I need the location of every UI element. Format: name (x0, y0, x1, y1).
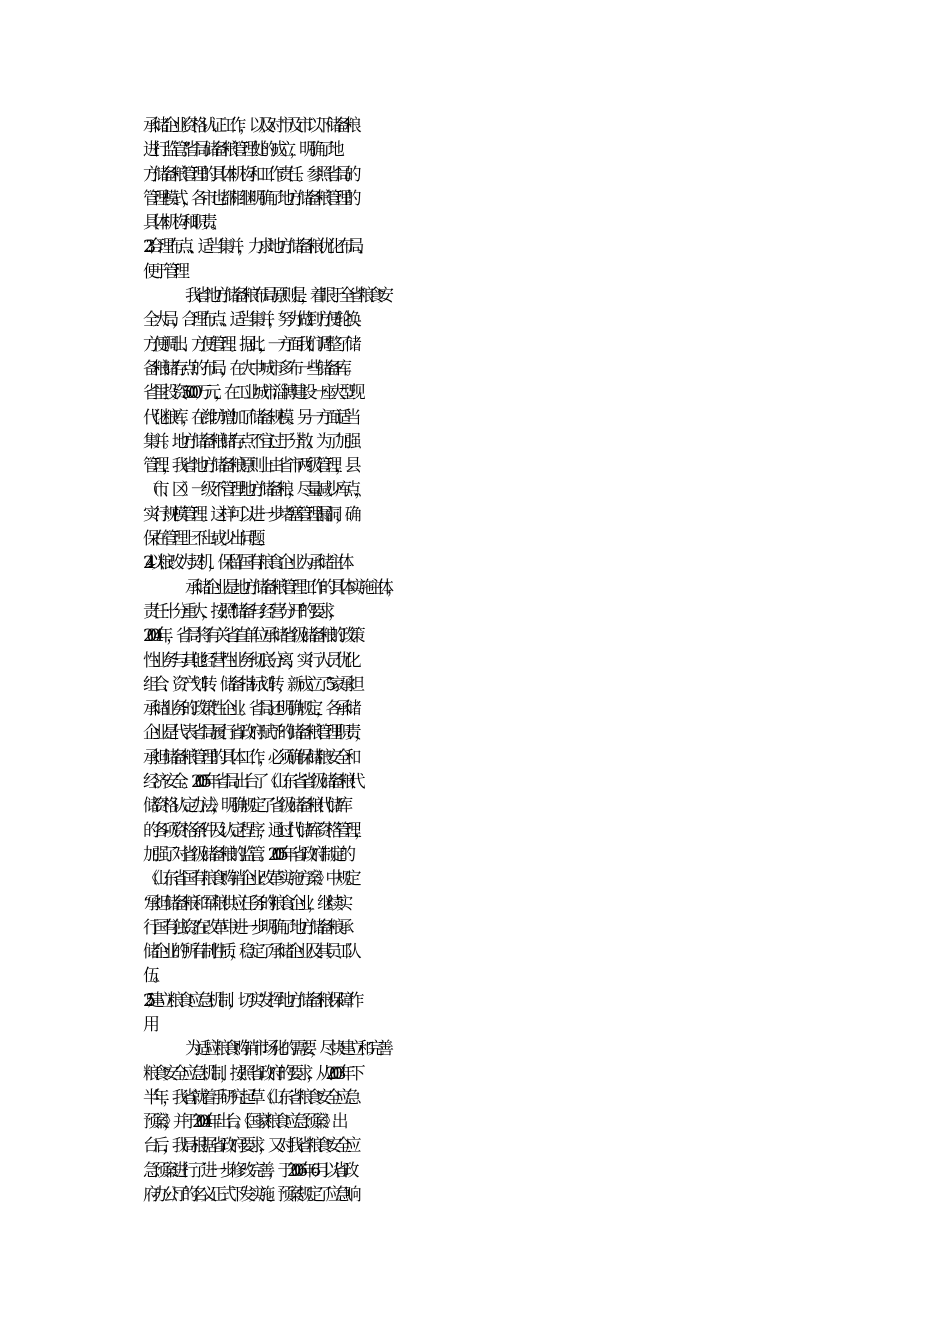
paragraph-line: 方便调出、方便管理。据此，一方面我们调整了储 (143, 334, 355, 355)
paragraph-line: 保在管理上不出或少出问题。 (143, 529, 268, 550)
paragraph-line: 备粮储存点的布局，在大中城市多布一些储备库。 (143, 358, 355, 379)
paragraph-line: 具体机构和职责。 (143, 213, 220, 234)
paragraph-line: 承储企业资格认证工作，以及对市及市以下储备粮 (143, 116, 355, 136)
paragraph-line: （市、区）一级不管理地方储备粮，尽量减少库点， (143, 480, 364, 501)
paragraph-line: 承储业务的政策性企业。省局还明确规定，各承储 (143, 699, 355, 720)
section-heading-line: 2.3 合理布点、适当集并，力求地方储备粮优化布局、 (143, 237, 368, 258)
paragraph-line: 全大局，合理布点、适当集并，努力做到方便轮换、 (143, 310, 364, 331)
paragraph-line: 2004年，省局将有关省直单位承储省级储备粮的政策 (143, 626, 359, 647)
paragraph-line: “承担储备粮和军粮供应任务的粮食企业，继续实 (143, 893, 346, 914)
section-heading-line: 2.4 以粮改为契机，保留国有粮食企业为承储主体 (143, 553, 348, 574)
paragraph-line: 储资格认定办法》，明确规定了省级储备粮代储库 (143, 796, 346, 817)
paragraph-line: 急预案进行了进一步修改完善，于2006年6月以省政 (143, 1160, 353, 1181)
paragraph-line: 承储企业是地方储备粮管理工作的具体实施主体， (185, 577, 397, 598)
paragraph-line: 储企业的所有制性质，稳定了承储企业及其员工队 (143, 942, 355, 963)
paragraph-line: 企业是代表省局履行省政府赋予的储备粮管理职责， (143, 723, 364, 744)
paragraph-line: 伍。 (143, 966, 163, 987)
paragraph-line: 行国有独资。”在改革中进一步明确了地方储备粮承 (143, 917, 347, 938)
paragraph-line: 《山东省国有粮食购销企业改革实施方案》中规定 (143, 869, 355, 890)
section-heading-line: 便于管理 (143, 261, 183, 282)
paragraph-line: 管理，我省地方储备粮原则上由省市两级管理，县 (143, 456, 355, 477)
paragraph-line: 集并。地方储备粮储存点不宜过于分散。为了加强 (143, 431, 355, 452)
paragraph-line: 预案》，并于2004年出台。《国家粮食应急预案》出 (143, 1112, 342, 1133)
document-body (143, 114, 843, 1207)
paragraph-line: 管理模式，各市也都相继明确了地方储备粮管理的 (143, 188, 355, 209)
paragraph-line: 半年，我省就着手研究起草《山东省粮食安全应急 (143, 1087, 355, 1108)
paragraph-line: 府办公厅的名义正式下发实施。预案规定了应急响 (143, 1185, 355, 1206)
section-heading-line: 用 (143, 1014, 153, 1035)
paragraph-line: 我省地方储备粮布局原则是，着眼于全省粮食安 (185, 286, 387, 307)
paragraph-line: 的各项资格条件及认定程序，通过代储库资格管理， (143, 820, 364, 841)
paragraph-line: 组合、资产划转、储备指标划转，新成立了5家承担 (143, 674, 358, 695)
paragraph-line: 加强了对省级储备粮的监管。2005年省政府制定的 (143, 844, 349, 865)
paragraph-line: 经济安全。2005年省局出台了《山东省省级储备粮代 (143, 772, 359, 793)
paragraph-line: 粮食安全应急机制，按照省政府的要求，从2003年下 (143, 1063, 359, 1084)
paragraph-line: 为适应粮食购销市场化的需要，尽快建立和完善 (185, 1039, 387, 1060)
paragraph-line: 方储备粮管理的具体机构和工作责任。参照省局的 (143, 164, 355, 185)
paragraph-line: 进行监管。”省局储备粮管理处的成立，明确了地 (143, 140, 338, 161)
paragraph-line: 责任十分重大，按照“储备与经营分开”的要求， (143, 601, 338, 622)
paragraph-line: 省里投资5000万元，在工业城市淄博建设一座大型现 (143, 383, 359, 404)
paragraph-line: 承担储备粮管理的具体工作，必须确保储粮安全和 (143, 747, 355, 768)
paragraph-line: 代化粮库，在潍坊增加了储备规模。另一方面适当 (143, 407, 355, 428)
paragraph-line: 台后，我局根据省政府要求，又对我省粮食安全应 (143, 1136, 355, 1157)
section-heading-line: 2.5 建立粮食应急机制，切实发挥地方储备粮保障作 (143, 990, 358, 1011)
paragraph-line: 性业务与其他经营性业务彻底分离，实行人员优化 (143, 650, 355, 671)
paragraph-line: 实行规模管理。这样可以进一步堵塞管理漏洞，确 (143, 504, 355, 525)
